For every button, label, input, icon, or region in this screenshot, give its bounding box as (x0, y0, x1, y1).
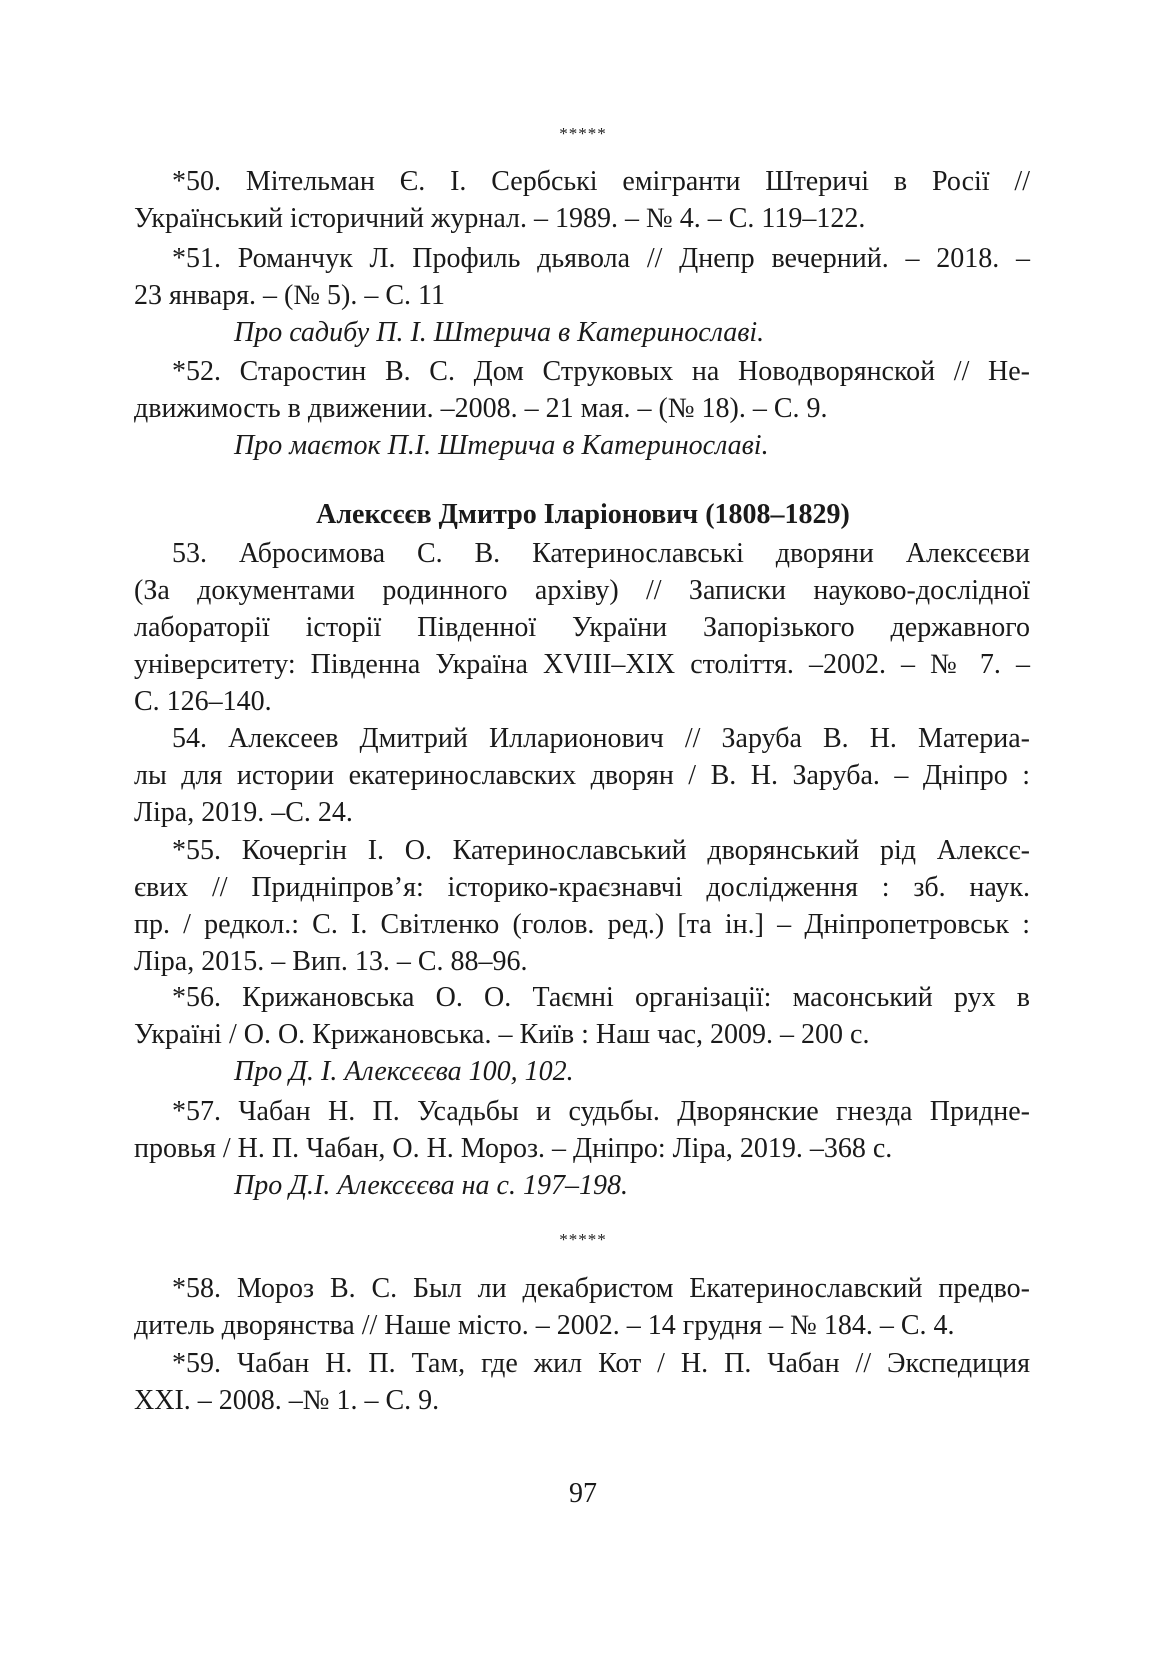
entry-note: Про Д. І. Алексєєва 100, 102. (234, 1056, 574, 1087)
entry-line: *51. Романчук Л. Профиль дьявола // Днепр вечерний. – 2018. – (172, 243, 1030, 274)
entry-line: 54. Алексеев Дмитрий Илларионович // Заруба В. Н. Материа- (172, 723, 1030, 754)
entry-line: *52. Старостин В. С. Дом Струковых на Новодворянской // Не- (172, 356, 1030, 387)
section-separator: ***** (559, 124, 607, 143)
bibliography-entry-52 (134, 353, 1030, 427)
entry-line: Україні / О. О. Крижановська. – Київ : Наш час, 2009. – 200 с. (134, 1019, 870, 1050)
entry-line: *58. Мороз В. С. Был ли декабристом Екатеринославский предво- (172, 1273, 1030, 1304)
entry-line: *55. Кочергін І. О. Катеринославський дворянський рід Алексє- (172, 835, 1030, 866)
entry-line: *56. Крижановська О. О. Таємні організації: масонський рух в (172, 982, 1030, 1013)
entry-line: (За документами родинного архіву) // Записки науково-дослідної (134, 575, 1030, 606)
entry-line: движимость в движении. –2008. – 21 мая. – (№ 18). – С. 9. (134, 393, 828, 424)
entry-line: євих // Придніпров’я: історико-краєзнавчі дослідження : зб. наук. (134, 872, 1030, 903)
bibliography-entry-51 (134, 240, 1030, 314)
section-separator: ***** (559, 1230, 607, 1249)
page-number: 97 (569, 1478, 597, 1509)
entry-line: лы для истории екатеринославских дворян / В. Н. Заруба. – Дніпро : (134, 760, 1030, 791)
entry-line: лабораторії історії Південної України Запорізького державного (134, 612, 1030, 643)
entry-line: С. 126–140. (134, 686, 272, 717)
section-heading: Алексєєв Дмитро Іларіонович (1808–1829) (316, 499, 850, 530)
entry-line: дитель дворянства // Наше місто. – 2002. – 14 грудня – № 184. – С. 4. (134, 1310, 955, 1341)
entry-note: Про маєток П.І. Штерича в Катеринославі. (234, 430, 769, 461)
bibliography-entry-59 (134, 1345, 1030, 1419)
entry-note: Про садибу П. І. Штерича в Катеринославі. (234, 317, 765, 348)
entry-line: XXI. – 2008. –№ 1. – С. 9. (134, 1385, 440, 1416)
entry-note: Про Д.І. Алексєєва на с. 197–198. (234, 1170, 628, 1201)
entry-line: університету: Південна Україна XVIII–XIX століття. –2002. – № 7. – (134, 649, 1030, 680)
entry-line: 53. Абросимова С. В. Катеринославські дворяни Алексєєви (172, 538, 1030, 569)
entry-line: *50. Мітельман Є. І. Сербські емігранти Штеричі в Росії // (172, 166, 1030, 197)
bibliography-entry-58 (134, 1270, 1030, 1344)
entry-line: Ліра, 2019. –С. 24. (134, 797, 353, 828)
bibliography-entry-54 (134, 720, 1030, 831)
bibliography-entry-55 (134, 832, 1030, 980)
entry-line: провья / Н. П. Чабан, О. Н. Мороз. – Дніпро: Ліра, 2019. –368 с. (134, 1133, 893, 1164)
entry-line: *57. Чабан Н. П. Усадьбы и судьбы. Дворянские гнезда Придне- (172, 1096, 1030, 1127)
bibliography-entry-53 (134, 535, 1030, 720)
entry-line: Ліра, 2015. – Вип. 13. – С. 88–96. (134, 946, 528, 977)
entry-line: *59. Чабан Н. П. Там, где жил Кот / Н. П. Чабан // Экспедиция (172, 1348, 1030, 1379)
bibliography-entry-56 (134, 979, 1030, 1053)
bibliography-entry-57 (134, 1093, 1030, 1167)
entry-line: 23 января. – (№ 5). – С. 11 (134, 280, 446, 311)
entry-line: пр. / редкол.: С. І. Світленко (голов. ред.) [та ін.] – Дніпропетровськ : (134, 909, 1030, 940)
bibliography-entry-50 (134, 163, 1030, 237)
entry-line: Український історичний журнал. – 1989. – № 4. – С. 119–122. (134, 203, 866, 234)
